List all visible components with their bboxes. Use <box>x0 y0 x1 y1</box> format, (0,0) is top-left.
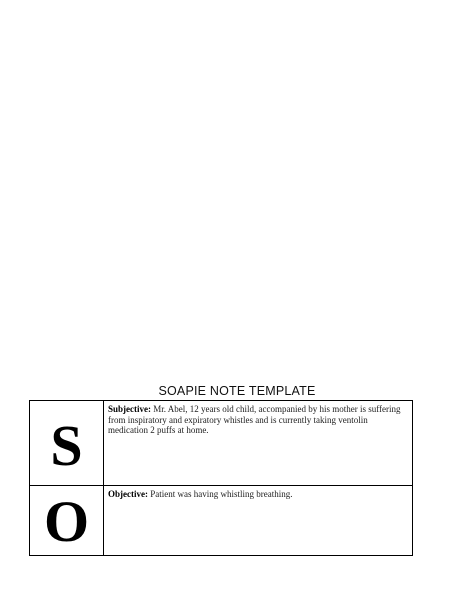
objective-label: Objective: <box>108 489 148 499</box>
objective-text: Patient was having whistling breathing. <box>150 489 293 499</box>
note-cell-objective <box>104 486 413 556</box>
soapie-table <box>29 400 413 556</box>
subjective-text: Mr. Abel, 12 years old child, accompanied by his mother is suffering from inspiratory and expiratory whistles and is currently taking ventolin medication 2 puffs at home. <box>108 404 401 435</box>
document-title: SOAPIE NOTE TEMPLATE <box>158 384 316 398</box>
note-cell-subjective <box>104 401 413 486</box>
section-letter-s: S <box>50 413 83 478</box>
subjective-label: Subjective: <box>108 404 151 414</box>
table-row-objective <box>30 486 413 556</box>
letter-cell-s <box>30 401 104 486</box>
table-row-subjective <box>30 401 413 486</box>
letter-cell-o <box>30 486 104 556</box>
section-letter-o: O <box>43 488 90 554</box>
